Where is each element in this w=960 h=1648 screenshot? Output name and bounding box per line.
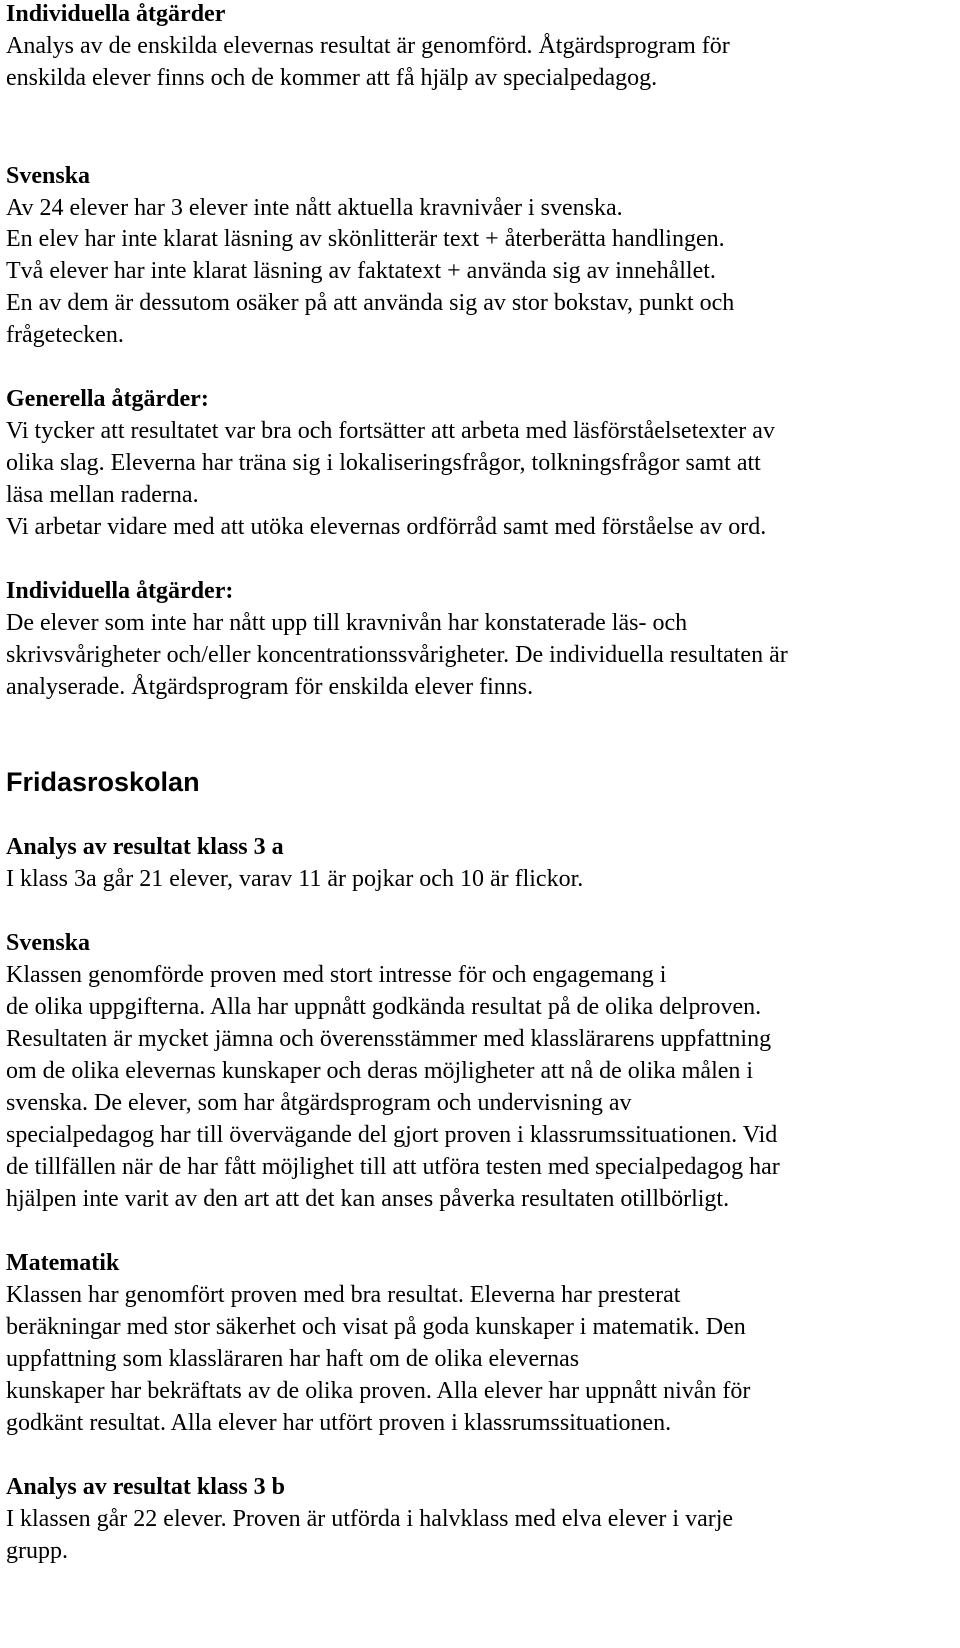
- heading-svenska: Svenska: [6, 163, 91, 189]
- paragraph-line: beräkningar med stor säkerhet och visat på goda kunskaper i matematik. Den: [6, 1314, 746, 1340]
- paragraph-line: de tillfällen när de har fått möjlighet till att utföra testen med specialpedagog har: [6, 1154, 780, 1180]
- paragraph-line: läsa mellan raderna.: [6, 482, 199, 508]
- paragraph-line: olika slag. Eleverna har träna sig i lokaliseringsfrågor, tolkningsfrågor samt att: [6, 450, 761, 476]
- paragraph-line: skrivsvårigheter och/eller koncentrationssvårigheter. De individuella resultaten är: [6, 642, 788, 668]
- paragraph-line: Klassen genomförde proven med stort intresse för och engagemang i: [6, 962, 667, 988]
- paragraph-line: enskilda elever finns och de kommer att få hjälp av specialpedagog.: [6, 65, 658, 91]
- heading-individuella-atgarder: Individuella åtgärder: [6, 1, 226, 27]
- paragraph-line: En av dem är dessutom osäker på att använda sig av stor bokstav, punkt och: [6, 290, 735, 316]
- paragraph-line: Vi arbetar vidare med att utöka elevernas ordförråd samt med förståelse av ord.: [6, 514, 767, 540]
- paragraph-line: De elever som inte har nått upp till kravnivån har konstaterade läs- och: [6, 610, 688, 636]
- paragraph-line: godkänt resultat. Alla elever har utfört proven i klassrumssituationen.: [6, 1410, 672, 1436]
- paragraph-line: uppfattning som klassläraren har haft om de olika elevernas: [6, 1346, 580, 1372]
- heading-analys-klass-3b: Analys av resultat klass 3 b: [6, 1474, 285, 1500]
- paragraph-line: hjälpen inte varit av den art att det kan anses påverka resultaten otillbörligt.: [6, 1186, 730, 1212]
- paragraph-line: de olika uppgifterna. Alla har uppnått godkända resultat på de olika delproven.: [6, 994, 762, 1020]
- paragraph-line: kunskaper har bekräftats av de olika proven. Alla elever har uppnått nivån för: [6, 1378, 751, 1404]
- paragraph-line: En elev har inte klarat läsning av skönlitterär text + återberätta handlingen.: [6, 226, 725, 252]
- paragraph-line: Av 24 elever har 3 elever inte nått aktuella kravnivåer i svenska.: [6, 195, 623, 221]
- paragraph-line: I klass 3a går 21 elever, varav 11 är pojkar och 10 är flickor.: [6, 866, 584, 892]
- paragraph-line: Två elever har inte klarat läsning av faktatext + använda sig av innehållet.: [6, 258, 716, 284]
- paragraph-line: Analys av de enskilda elevernas resultat är genomförd. Åtgärdsprogram för: [6, 33, 730, 59]
- school-title: Fridasroskolan: [6, 767, 200, 797]
- heading-generella-atgarder: Generella åtgärder:: [6, 386, 209, 412]
- paragraph-line: analyserade. Åtgärdsprogram för enskilda elever finns.: [6, 674, 534, 700]
- paragraph-line: Vi tycker att resultatet var bra och fortsätter att arbeta med läsförståelsetexter av: [6, 418, 775, 444]
- heading-analys-klass-3a: Analys av resultat klass 3 a: [6, 834, 284, 860]
- paragraph-line: grupp.: [6, 1538, 68, 1564]
- paragraph-line: Klassen har genomfört proven med bra resultat. Eleverna har presterat: [6, 1282, 681, 1308]
- paragraph-line: frågetecken.: [6, 322, 124, 348]
- heading-svenska-3a: Svenska: [6, 930, 91, 956]
- paragraph-line: Resultaten är mycket jämna och överensstämmer med klasslärarens uppfattning: [6, 1026, 772, 1052]
- paragraph-line: specialpedagog har till övervägande del gjort proven i klassrumssituationen. Vid: [6, 1122, 778, 1148]
- heading-individuella-atgarder-2: Individuella åtgärder:: [6, 578, 234, 604]
- paragraph-line: om de olika elevernas kunskaper och deras möjligheter att nå de olika målen i: [6, 1058, 754, 1084]
- paragraph-line: I klassen går 22 elever. Proven är utförda i halvklass med elva elever i varje: [6, 1506, 734, 1532]
- heading-matematik-3a: Matematik: [6, 1250, 120, 1276]
- paragraph-line: svenska. De elever, som har åtgärdsprogram och undervisning av: [6, 1090, 632, 1116]
